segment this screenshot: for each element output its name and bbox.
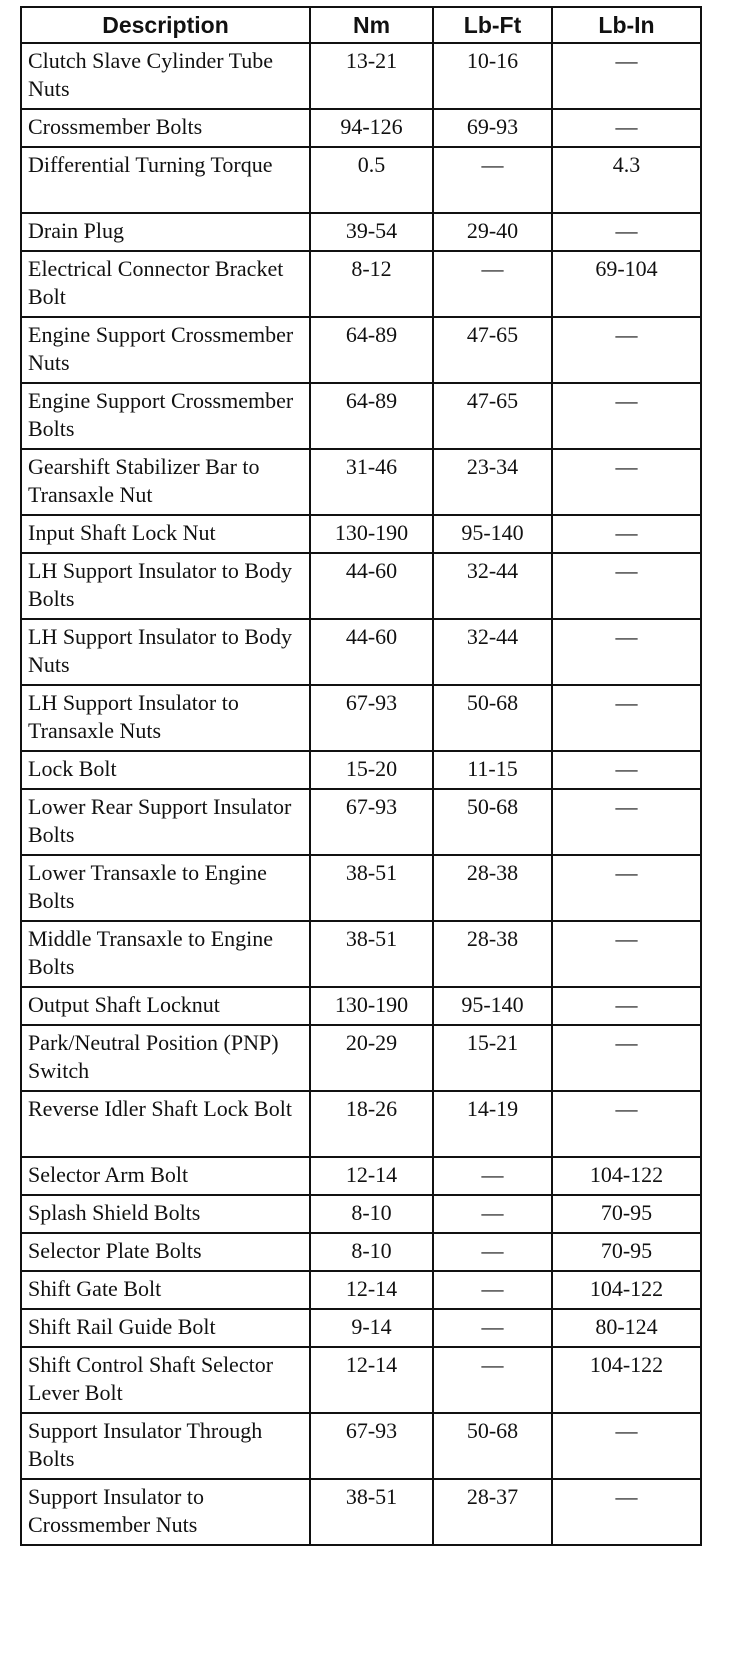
nm-cell: 13-21 <box>310 43 433 109</box>
lbin-cell: — <box>552 317 701 383</box>
table-row <box>21 1195 701 1233</box>
lbft-cell: 95-140 <box>433 515 552 553</box>
table-row <box>21 1479 701 1545</box>
lbft-cell: — <box>433 147 552 213</box>
lbin-cell: — <box>552 43 701 109</box>
lbin-cell: — <box>552 685 701 751</box>
lbin-cell: 104-122 <box>552 1157 701 1195</box>
description-cell: Lock Bolt <box>21 751 310 789</box>
lbft-cell: 47-65 <box>433 383 552 449</box>
table-row <box>21 147 701 213</box>
description-cell: Electrical Connector Bracket Bolt <box>21 251 310 317</box>
lbin-cell: — <box>552 109 701 147</box>
lbft-cell: 28-38 <box>433 855 552 921</box>
description-cell: LH Support Insulator to Body Nuts <box>21 619 310 685</box>
table-row <box>21 685 701 751</box>
description-cell: Reverse Idler Shaft Lock Bolt <box>21 1091 310 1157</box>
table-row <box>21 1233 701 1271</box>
lbin-cell: 80-124 <box>552 1309 701 1347</box>
nm-cell: 130-190 <box>310 515 433 553</box>
description-cell: Lower Transaxle to Engine Bolts <box>21 855 310 921</box>
header-lbin: Lb-In <box>552 7 701 43</box>
description-cell: Output Shaft Locknut <box>21 987 310 1025</box>
lbft-cell: — <box>433 1309 552 1347</box>
lbft-cell: — <box>433 1233 552 1271</box>
lbin-cell: — <box>552 515 701 553</box>
header-description: Description <box>21 7 310 43</box>
description-cell: Engine Support Crossmember Bolts <box>21 383 310 449</box>
description-cell: Shift Gate Bolt <box>21 1271 310 1309</box>
lbin-cell: — <box>552 855 701 921</box>
nm-cell: 8-12 <box>310 251 433 317</box>
nm-cell: 12-14 <box>310 1347 433 1413</box>
lbft-cell: 32-44 <box>433 619 552 685</box>
table-row <box>21 1025 701 1091</box>
lbin-cell: — <box>552 1025 701 1091</box>
table-row <box>21 1347 701 1413</box>
description-cell: LH Support Insulator to Transaxle Nuts <box>21 685 310 751</box>
description-cell: Selector Plate Bolts <box>21 1233 310 1271</box>
lbft-cell: 50-68 <box>433 789 552 855</box>
description-cell: Shift Control Shaft Selector Lever Bolt <box>21 1347 310 1413</box>
description-cell: Support Insulator Through Bolts <box>21 1413 310 1479</box>
table-row <box>21 43 701 109</box>
table-row <box>21 921 701 987</box>
lbin-cell: 70-95 <box>552 1233 701 1271</box>
header-row <box>21 7 701 43</box>
table-row <box>21 1091 701 1157</box>
table-row <box>21 751 701 789</box>
table-row <box>21 515 701 553</box>
nm-cell: 31-46 <box>310 449 433 515</box>
nm-cell: 44-60 <box>310 553 433 619</box>
lbft-cell: 29-40 <box>433 213 552 251</box>
lbin-cell: — <box>552 619 701 685</box>
lbin-cell: 104-122 <box>552 1347 701 1413</box>
nm-cell: 38-51 <box>310 1479 433 1545</box>
description-cell: Lower Rear Support Insulator Bolts <box>21 789 310 855</box>
nm-cell: 44-60 <box>310 619 433 685</box>
nm-cell: 64-89 <box>310 383 433 449</box>
header-lbft: Lb-Ft <box>433 7 552 43</box>
nm-cell: 18-26 <box>310 1091 433 1157</box>
lbft-cell: 10-16 <box>433 43 552 109</box>
nm-cell: 67-93 <box>310 1413 433 1479</box>
lbin-cell: — <box>552 213 701 251</box>
lbft-cell: — <box>433 251 552 317</box>
lbft-cell: 28-38 <box>433 921 552 987</box>
table-row <box>21 317 701 383</box>
torque-spec-sheet <box>20 6 700 1546</box>
lbin-cell: 70-95 <box>552 1195 701 1233</box>
lbin-cell: — <box>552 921 701 987</box>
header-nm: Nm <box>310 7 433 43</box>
table-row <box>21 1157 701 1195</box>
lbft-cell: 50-68 <box>433 685 552 751</box>
lbft-cell: — <box>433 1157 552 1195</box>
lbft-cell: 50-68 <box>433 1413 552 1479</box>
lbft-cell: 23-34 <box>433 449 552 515</box>
nm-cell: 9-14 <box>310 1309 433 1347</box>
description-cell: Selector Arm Bolt <box>21 1157 310 1195</box>
lbft-cell: 47-65 <box>433 317 552 383</box>
nm-cell: 130-190 <box>310 987 433 1025</box>
table-row <box>21 449 701 515</box>
lbin-cell: — <box>552 1479 701 1545</box>
description-cell: LH Support Insulator to Body Bolts <box>21 553 310 619</box>
lbft-cell: 32-44 <box>433 553 552 619</box>
lbin-cell: — <box>552 751 701 789</box>
nm-cell: 8-10 <box>310 1195 433 1233</box>
description-cell: Shift Rail Guide Bolt <box>21 1309 310 1347</box>
lbft-cell: 14-19 <box>433 1091 552 1157</box>
lbft-cell: — <box>433 1195 552 1233</box>
table-row <box>21 987 701 1025</box>
table-row <box>21 553 701 619</box>
table-row <box>21 383 701 449</box>
description-cell: Clutch Slave Cylinder Tube Nuts <box>21 43 310 109</box>
table-row <box>21 619 701 685</box>
nm-cell: 39-54 <box>310 213 433 251</box>
description-cell: Park/Neutral Position (PNP) Switch <box>21 1025 310 1091</box>
description-cell: Differential Turning Torque <box>21 147 310 213</box>
lbin-cell: 4.3 <box>552 147 701 213</box>
nm-cell: 12-14 <box>310 1271 433 1309</box>
lbft-cell: 95-140 <box>433 987 552 1025</box>
table-row <box>21 1413 701 1479</box>
description-cell: Drain Plug <box>21 213 310 251</box>
nm-cell: 15-20 <box>310 751 433 789</box>
table-row <box>21 251 701 317</box>
nm-cell: 67-93 <box>310 789 433 855</box>
description-cell: Crossmember Bolts <box>21 109 310 147</box>
nm-cell: 0.5 <box>310 147 433 213</box>
lbin-cell: — <box>552 1091 701 1157</box>
torque-spec-table <box>20 6 702 1546</box>
description-cell: Support Insulator to Crossmember Nuts <box>21 1479 310 1545</box>
nm-cell: 12-14 <box>310 1157 433 1195</box>
table-row <box>21 1271 701 1309</box>
lbft-cell: 15-21 <box>433 1025 552 1091</box>
lbin-cell: — <box>552 1413 701 1479</box>
table-row <box>21 855 701 921</box>
lbin-cell: — <box>552 449 701 515</box>
table-row <box>21 213 701 251</box>
nm-cell: 94-126 <box>310 109 433 147</box>
description-cell: Input Shaft Lock Nut <box>21 515 310 553</box>
description-cell: Middle Transaxle to Engine Bolts <box>21 921 310 987</box>
nm-cell: 8-10 <box>310 1233 433 1271</box>
nm-cell: 20-29 <box>310 1025 433 1091</box>
lbft-cell: — <box>433 1271 552 1309</box>
nm-cell: 64-89 <box>310 317 433 383</box>
lbin-cell: — <box>552 553 701 619</box>
lbft-cell: 11-15 <box>433 751 552 789</box>
table-row <box>21 1309 701 1347</box>
table-row <box>21 789 701 855</box>
lbin-cell: 69-104 <box>552 251 701 317</box>
lbin-cell: 104-122 <box>552 1271 701 1309</box>
lbft-cell: — <box>433 1347 552 1413</box>
lbft-cell: 28-37 <box>433 1479 552 1545</box>
table-row <box>21 109 701 147</box>
lbin-cell: — <box>552 789 701 855</box>
description-cell: Splash Shield Bolts <box>21 1195 310 1233</box>
nm-cell: 38-51 <box>310 921 433 987</box>
nm-cell: 67-93 <box>310 685 433 751</box>
nm-cell: 38-51 <box>310 855 433 921</box>
description-cell: Engine Support Crossmember Nuts <box>21 317 310 383</box>
lbft-cell: 69-93 <box>433 109 552 147</box>
table-body <box>21 43 701 1545</box>
description-cell: Gearshift Stabilizer Bar to Transaxle Nut <box>21 449 310 515</box>
lbin-cell: — <box>552 987 701 1025</box>
lbin-cell: — <box>552 383 701 449</box>
